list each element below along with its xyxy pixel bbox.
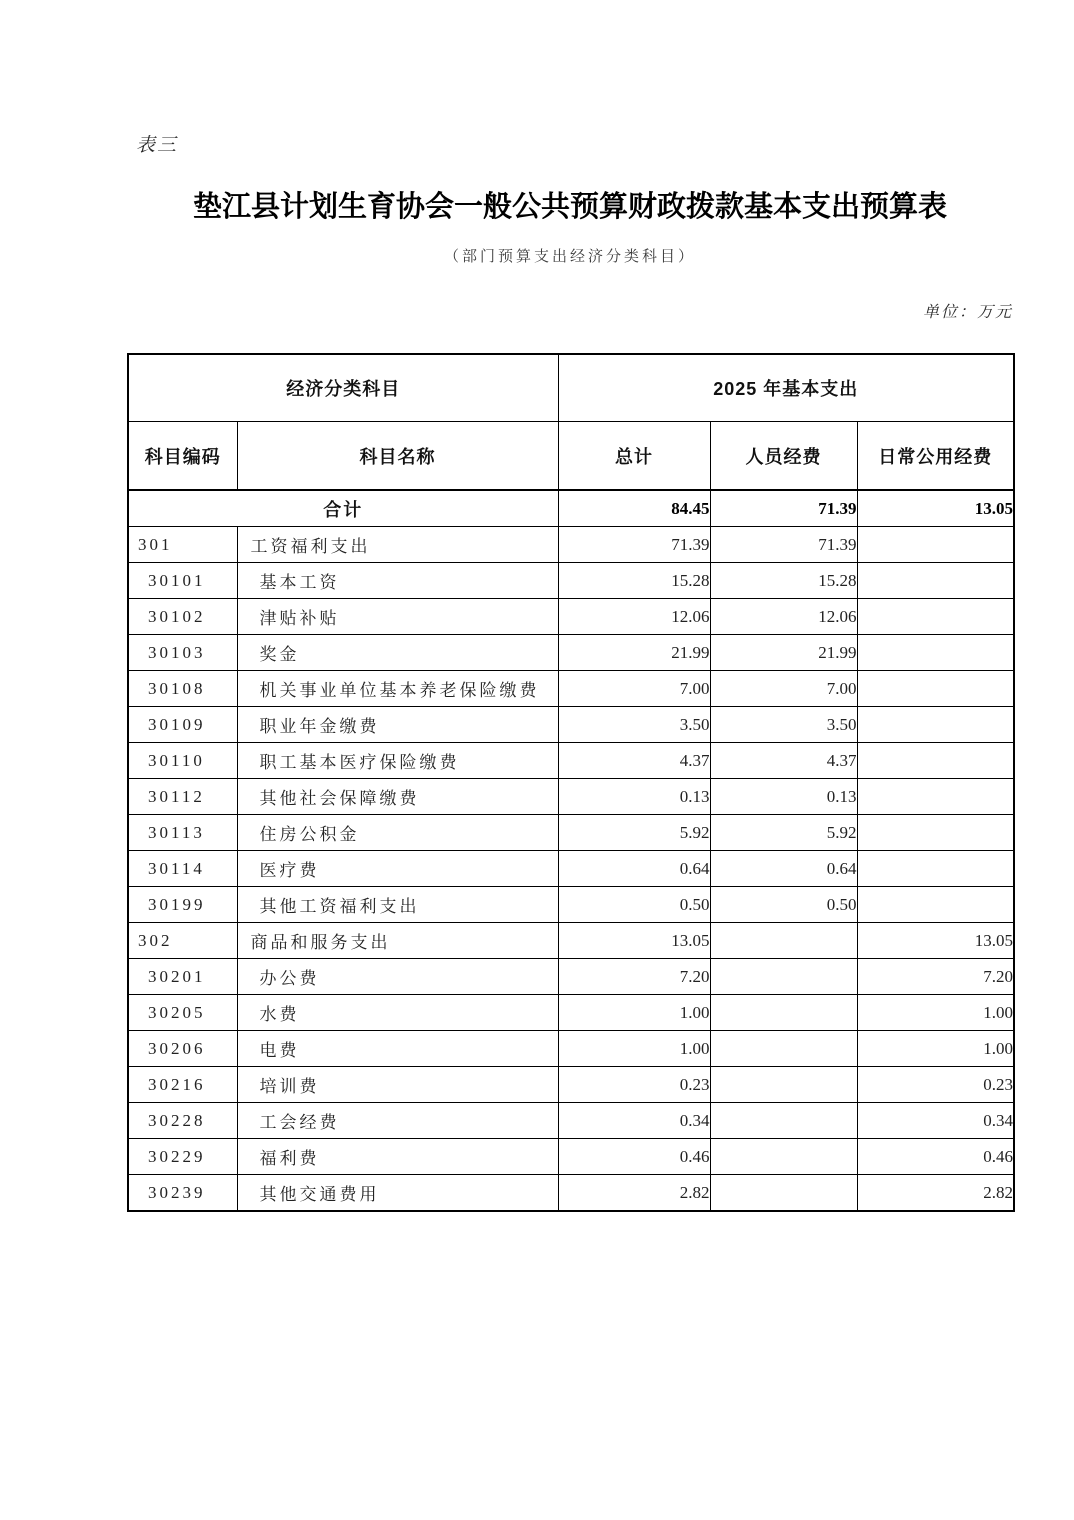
personnel-cell: 3.50 (710, 707, 857, 743)
daily-cell: 1.00 (857, 995, 1014, 1031)
code-cell: 30102 (128, 599, 237, 635)
header-subject-code: 科目编码 (128, 422, 237, 491)
header-daily-public-expense: 日常公用经费 (857, 422, 1014, 491)
name-cell: 津贴补贴 (237, 599, 558, 635)
name-cell: 其他社会保障缴费 (237, 779, 558, 815)
name-cell: 医疗费 (237, 851, 558, 887)
table-row (128, 1103, 1014, 1139)
table-row (128, 1067, 1014, 1103)
daily-cell (857, 671, 1014, 707)
table-row (128, 923, 1014, 959)
code-cell: 30229 (128, 1139, 237, 1175)
total-cell: 15.28 (558, 563, 710, 599)
header-subject-name: 科目名称 (237, 422, 558, 491)
total-cell: 13.05 (558, 923, 710, 959)
personnel-cell: 7.00 (710, 671, 857, 707)
personnel-cell: 0.64 (710, 851, 857, 887)
code-cell: 302 (128, 923, 237, 959)
header-group-row (128, 354, 1014, 422)
personnel-cell (710, 959, 857, 995)
table-number-label: 表三 (136, 135, 179, 156)
daily-cell (857, 851, 1014, 887)
table-row (128, 1175, 1014, 1212)
code-cell: 30228 (128, 1103, 237, 1139)
name-cell: 职工基本医疗保险缴费 (237, 743, 558, 779)
total-cell: 0.46 (558, 1139, 710, 1175)
total-cell: 7.00 (558, 671, 710, 707)
code-cell: 30206 (128, 1031, 237, 1067)
daily-cell (857, 707, 1014, 743)
personnel-cell (710, 1175, 857, 1212)
personnel-cell: 0.13 (710, 779, 857, 815)
table-row (128, 671, 1014, 707)
name-cell: 商品和服务支出 (237, 923, 558, 959)
header-economic-classification: 经济分类科目 (128, 354, 558, 422)
code-cell: 30201 (128, 959, 237, 995)
personnel-cell: 4.37 (710, 743, 857, 779)
grand-total-personnel-cell: 71.39 (710, 490, 857, 527)
total-cell: 1.00 (558, 995, 710, 1031)
daily-cell (857, 779, 1014, 815)
personnel-cell (710, 1139, 857, 1175)
daily-cell: 2.82 (857, 1175, 1014, 1212)
daily-cell: 0.23 (857, 1067, 1014, 1103)
code-cell: 30109 (128, 707, 237, 743)
name-cell: 工会经费 (237, 1103, 558, 1139)
code-cell: 30114 (128, 851, 237, 887)
table-row (128, 563, 1014, 599)
page-title: 垫江县计划生育协会一般公共预算财政拨款基本支出预算表 (192, 191, 947, 223)
total-cell: 21.99 (558, 635, 710, 671)
personnel-cell (710, 923, 857, 959)
total-cell: 5.92 (558, 815, 710, 851)
daily-cell (857, 887, 1014, 923)
grand-total-row (128, 490, 1014, 527)
table-row (128, 743, 1014, 779)
name-cell: 电费 (237, 1031, 558, 1067)
code-cell: 30103 (128, 635, 237, 671)
name-cell: 职业年金缴费 (237, 707, 558, 743)
code-cell: 30101 (128, 563, 237, 599)
name-cell: 其他交通费用 (237, 1175, 558, 1212)
table-row (128, 815, 1014, 851)
table-row (128, 779, 1014, 815)
total-cell: 0.50 (558, 887, 710, 923)
total-cell: 3.50 (558, 707, 710, 743)
grand-total-total-cell: 84.45 (558, 490, 710, 527)
code-cell: 30110 (128, 743, 237, 779)
total-cell: 7.20 (558, 959, 710, 995)
daily-cell: 0.34 (857, 1103, 1014, 1139)
code-cell: 30199 (128, 887, 237, 923)
personnel-cell: 12.06 (710, 599, 857, 635)
personnel-cell: 0.50 (710, 887, 857, 923)
name-cell: 其他工资福利支出 (237, 887, 558, 923)
budget-table (127, 353, 1015, 1212)
grand-total-daily-cell: 13.05 (857, 490, 1014, 527)
table-row (128, 599, 1014, 635)
total-cell: 0.13 (558, 779, 710, 815)
name-cell: 福利费 (237, 1139, 558, 1175)
total-cell: 0.64 (558, 851, 710, 887)
personnel-cell: 5.92 (710, 815, 857, 851)
header-personnel-expense: 人员经费 (710, 422, 857, 491)
personnel-cell (710, 1031, 857, 1067)
daily-cell (857, 527, 1014, 563)
personnel-cell: 21.99 (710, 635, 857, 671)
code-cell: 30216 (128, 1067, 237, 1103)
personnel-cell (710, 1067, 857, 1103)
table-row (128, 851, 1014, 887)
total-cell: 0.34 (558, 1103, 710, 1139)
table-row (128, 1031, 1014, 1067)
code-cell: 30205 (128, 995, 237, 1031)
daily-cell (857, 743, 1014, 779)
header-2025-basic-expenditure: 2025 年基本支出 (558, 354, 1014, 422)
table-row (128, 527, 1014, 563)
name-cell: 水费 (237, 995, 558, 1031)
daily-cell (857, 599, 1014, 635)
grand-total-label: 合计 (128, 490, 558, 527)
daily-cell: 13.05 (857, 923, 1014, 959)
name-cell: 基本工资 (237, 563, 558, 599)
code-cell: 30113 (128, 815, 237, 851)
table-row (128, 995, 1014, 1031)
daily-cell: 1.00 (857, 1031, 1014, 1067)
table-row (128, 1139, 1014, 1175)
name-cell: 住房公积金 (237, 815, 558, 851)
unit-note: 单位：万元 (922, 304, 1013, 321)
code-cell: 30108 (128, 671, 237, 707)
total-cell: 12.06 (558, 599, 710, 635)
table-row (128, 635, 1014, 671)
table-row (128, 887, 1014, 923)
total-cell: 4.37 (558, 743, 710, 779)
daily-cell: 7.20 (857, 959, 1014, 995)
table-row (128, 707, 1014, 743)
code-cell: 30239 (128, 1175, 237, 1212)
total-cell: 71.39 (558, 527, 710, 563)
table-row (128, 959, 1014, 995)
name-cell: 机关事业单位基本养老保险缴费 (237, 671, 558, 707)
header-total: 总计 (558, 422, 710, 491)
personnel-cell (710, 995, 857, 1031)
name-cell: 奖金 (237, 635, 558, 671)
personnel-cell: 15.28 (710, 563, 857, 599)
header-column-row (128, 422, 1014, 491)
personnel-cell: 71.39 (710, 527, 857, 563)
daily-cell: 0.46 (857, 1139, 1014, 1175)
name-cell: 工资福利支出 (237, 527, 558, 563)
total-cell: 2.82 (558, 1175, 710, 1212)
daily-cell (857, 815, 1014, 851)
personnel-cell (710, 1103, 857, 1139)
name-cell: 培训费 (237, 1067, 558, 1103)
total-cell: 1.00 (558, 1031, 710, 1067)
total-cell: 0.23 (558, 1067, 710, 1103)
code-cell: 30112 (128, 779, 237, 815)
code-cell: 301 (128, 527, 237, 563)
daily-cell (857, 563, 1014, 599)
name-cell: 办公费 (237, 959, 558, 995)
daily-cell (857, 635, 1014, 671)
page-subtitle: （部门预算支出经济分类科目） (443, 249, 696, 265)
